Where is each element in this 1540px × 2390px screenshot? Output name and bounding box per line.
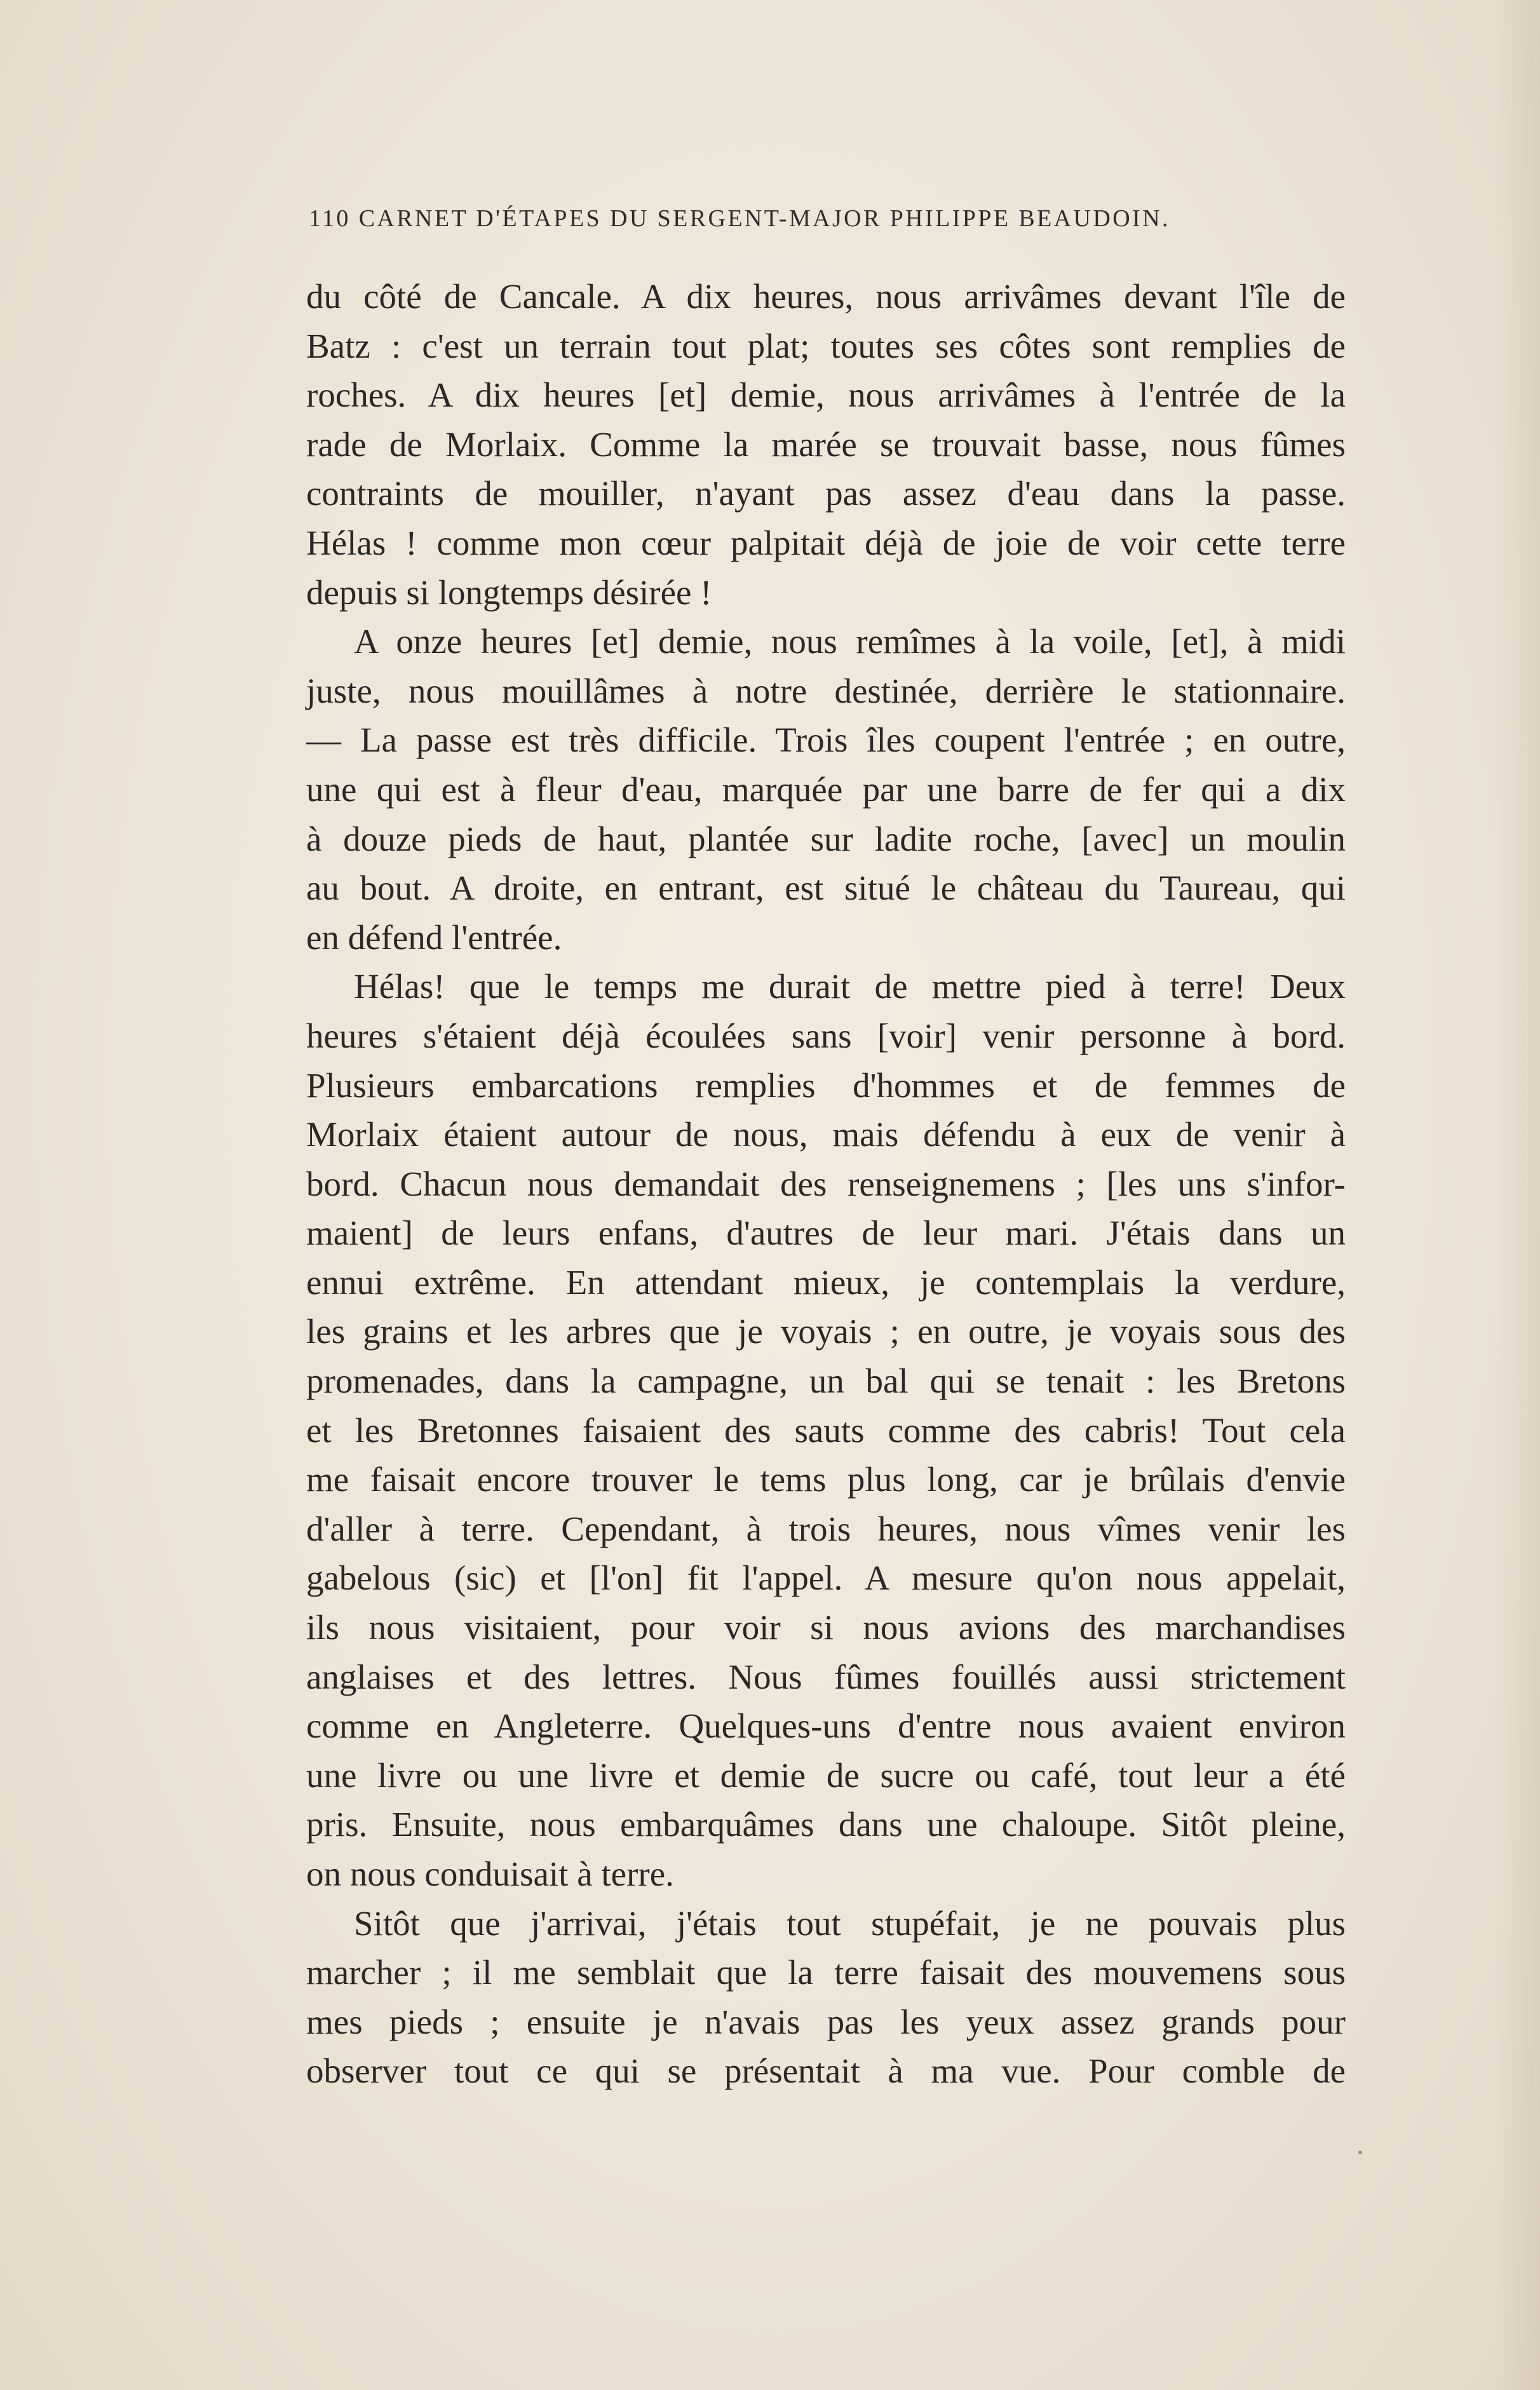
- text-line: une qui est à fleur d'eau, marquée par une barre de fer qui a dix: [306, 769, 1346, 809]
- text-line: on nous conduisait à terre.: [306, 1854, 674, 1893]
- page-edge-shadow: [1496, 0, 1540, 2390]
- text-line: promenades, dans la campagne, un bal qui se tenait : les Bretons: [306, 1361, 1346, 1401]
- text-line: me faisait encore trouver le tems plus long, car je brûlais d'envie: [306, 1460, 1346, 1499]
- text-line: à douze pieds de haut, plantée sur ladite roche, [avec] un moulin: [306, 819, 1346, 858]
- text-line: heures s'étaient déjà écoulées sans [voir] venir personne à bord.: [306, 1016, 1346, 1055]
- text-line: en défend l'entrée.: [306, 917, 562, 957]
- running-head: 110 CARNET D'ÉTAPES DU SERGENT-MAJOR PHILIPPE BEAUDOIN.: [309, 205, 1170, 232]
- text-line: contraints de mouiller, n'ayant pas assez d'eau dans la passe.: [306, 474, 1346, 513]
- text-line: A onze heures [et] demie, nous remîmes à la voile, [et], à midi: [354, 622, 1346, 661]
- text-line: maient] de leurs enfans, d'autres de leur mari. J'étais dans un: [306, 1213, 1346, 1253]
- text-line: du côté de Cancale. A dix heures, nous arrivâmes devant l'île de: [306, 277, 1346, 316]
- text-line: Plusieurs embarcations remplies d'hommes et de femmes de: [306, 1065, 1346, 1105]
- text-line: ils nous visitaient, pour voir si nous avions des marchandises: [306, 1608, 1346, 1647]
- text-line: — La passe est très difficile. Trois îles coupent l'entrée ; en outre,: [306, 720, 1346, 760]
- text-line: une livre ou une livre et demie de sucre ou café, tout leur a été: [306, 1755, 1346, 1795]
- text-line: et les Bretonnes faisaient des sauts comme des cabris! Tout cela: [306, 1410, 1346, 1450]
- text-line: observer tout ce qui se présentait à ma vue. Pour comble de: [306, 2051, 1346, 2091]
- text-line: roches. A dix heures [et] demie, nous arrivâmes à l'entrée de la: [306, 375, 1346, 415]
- text-line: pris. Ensuite, nous embarquâmes dans une chaloupe. Sitôt pleine,: [306, 1805, 1346, 1844]
- text-line: Hélas! que le temps me durait de mettre pied à terre! Deux: [354, 967, 1346, 1006]
- text-line: Morlaix étaient autour de nous, mais défendu à eux de venir à: [306, 1115, 1346, 1154]
- text-line: d'aller à terre. Cependant, à trois heures, nous vîmes venir les: [306, 1509, 1346, 1548]
- text-line: Hélas ! comme mon cœur palpitait déjà de joie de voir cette terre: [306, 523, 1346, 562]
- text-line: rade de Morlaix. Comme la marée se trouvait basse, nous fûmes: [306, 424, 1346, 464]
- text-line: au bout. A droite, en entrant, est situé le château du Taureau, qui: [306, 868, 1346, 908]
- text-line: bord. Chacun nous demandait des renseignemens ; [les uns s'infor-: [306, 1164, 1346, 1203]
- text-line: Batz : c'est un terrain tout plat; toutes ses côtes sont remplies de: [306, 326, 1346, 365]
- text-line: juste, nous mouillâmes à notre destinée, derrière le stationnaire.: [306, 671, 1346, 710]
- text-line: gabelous (sic) et [l'on] fit l'appel. A mesure qu'on nous appelait,: [306, 1558, 1346, 1598]
- text-line: ennui extrême. En attendant mieux, je contemplais la verdure,: [306, 1262, 1346, 1302]
- text-line: Sitôt que j'arrivai, j'étais tout stupéfait, je ne pouvais plus: [354, 1903, 1346, 1943]
- text-line: depuis si longtemps désirée !: [306, 572, 712, 612]
- text-line: marcher ; il me semblait que la terre faisait des mouvemens sous: [306, 1953, 1346, 1992]
- paper-speck: [1358, 2150, 1362, 2154]
- text-line: anglaises et des lettres. Nous fûmes fouillés aussi strictement: [306, 1657, 1346, 1696]
- text-line: mes pieds ; ensuite je n'avais pas les yeux assez grands pour: [306, 2002, 1346, 2041]
- text-line: comme en Angleterre. Quelques-uns d'entre nous avaient environ: [306, 1706, 1346, 1746]
- text-line: les grains et les arbres que je voyais ; en outre, je voyais sous des: [306, 1312, 1346, 1351]
- body-text: [306, 272, 1346, 2096]
